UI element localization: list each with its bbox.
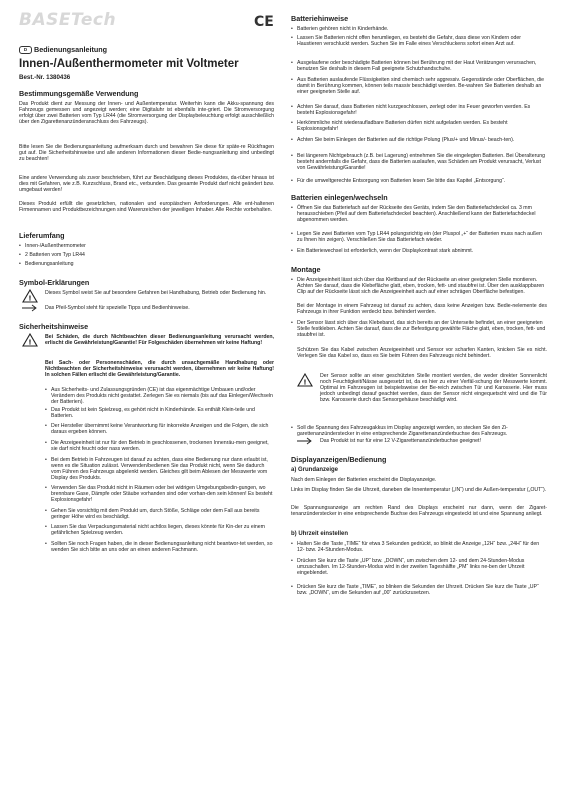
list-item: • Der Sensor lässt sich über das Klebeband, das sich bereits an der Unterseite befindet, an einer geeigneten Stelle festkleben. Achten Sie darauf, dass die zur Befestigung gewählte Fläche glatt, eben, trocken, fett- und staubfrei ist. — [291, 320, 547, 338]
warning-icon — [22, 289, 38, 303]
mounting-cable-note: Schützen Sie das Kabel zwischen Anzeigeeinheit und Sensor vor scharfen Kanten, knicken Sie es nicht. Verlegen Sie das Kabel so, dass es Sie beim Führen des Fahrzeugs nicht behindert. — [297, 347, 547, 360]
intended-use-para-3: Eine andere Verwendung als zuvor beschrieben, führt zur Beschädigung dieses Produktes, da-rüber hinaus ist dies mit Gefahren, wie z.B. Kurzschluss, Brand etc., verbunden. Das gesamte Produkt darf nicht geändert bzw. umgebaut werden! — [19, 175, 274, 194]
list-item: • Der Hersteller übernimmt keine Verantwortung für inkorrekte Anzeigen und die Folgen, die sich daraus ergeben können. — [45, 423, 274, 435]
page-title: Innen-/Außenthermometer mit Voltmeter — [19, 58, 239, 70]
logo-base: BASE — [19, 10, 71, 30]
ce-mark: CE — [254, 14, 274, 30]
basic-display-para-2: Links im Display finden Sie die Uhrzeit, daneben die Innentemperatur („IN“) und die Außen-temperatur („OUT“). — [291, 487, 547, 493]
basic-display-para-1: Nach dem Einlegen der Batterien erscheint die Displayanzeige. — [291, 477, 437, 483]
list-item: • Die Anzeigeeinheit lässt sich über das Klettband auf der Rückseite an einer geeigneten Stelle montieren. Achten Sie darauf, dass die Klebefläche glatt, eben, trocken, fett- und staubfrei ist. Über den ausklappbaren Clip auf der Rückseite lässt sich die Anzeigeeinheit auch auf einer schrägen Oberfläche befestigen. — [291, 277, 547, 295]
heading-mounting: Montage — [291, 265, 321, 274]
svg-text:!: ! — [28, 338, 32, 347]
list-item: • Die Anzeigeeinheit ist nur für den Betrieb in geschlossenen, trockenen Innenräu-men geeignet, sie darf nicht feucht oder nass werden. — [45, 440, 274, 452]
list-item: • Drücken Sie kurz die Taste „TIME“, so blinken die Sekunden der Uhrzeit. Drücken Sie kurz die Taste „UP“ bzw. „DOWN“, um die Sekunden auf „00“ zurückzusetzen. — [291, 584, 547, 596]
list-item: • Das Produkt ist kein Spielzeug, es gehört nicht in Kinderhände. Es enthält Klein-teile und Batterien. — [45, 407, 274, 419]
list-item: • Gehen Sie vorsichtig mit dem Produkt um, durch Stöße, Schläge oder dem Fall aus bereits geringer Höhe wird es beschädigt. — [45, 508, 274, 520]
list-item: • Sollten Sie noch Fragen haben, die in dieser Bedienungsanleitung nicht beantwor-tet werden, so wenden Sie sich bitte an uns oder an einen anderen Fachmann. — [45, 541, 274, 553]
list-item: • Bei längerem Nichtgebrauch (z.B. bei Lagerung) entnehmen Sie die eingelegten Batterien. Bei Überalterung besteht andernfalls die Gefahr, dass die Batterien auslaufen, was Schäden am Produkt verursacht, Verlust von Gewährleistung/Garantie! — [291, 153, 547, 171]
arrow-icon — [297, 437, 313, 445]
mounting-note: Bei der Montage in einem Fahrzeug ist darauf zu achten, dass keine Anzeigen bzw. Bedie-nelemente des Fahrzeugs in ihrer Funktion verdeckt bzw. behindert werden. — [297, 303, 547, 316]
svg-text:!: ! — [28, 294, 32, 303]
mounting-warning-text: Der Sensor sollte an einer geschützten Stelle montiert werden, die weder direkter Sonnenlicht noch Feuchtigkeit/Nässe ausgesetzt ist, da es hier zu einer Verfäl-schung der Messwerte kommt. Optimal im Fahrzeugen ist beispielsweise der Be-reich zwischen Tür und Karosserie. Hier muss jedoch unbedingt darauf geachtet werden, dass der Sensor nicht eingequetscht wird und die Tür bzw. Karosserie durch das Sensorgehäuse beschädigt wird. — [320, 373, 547, 404]
heading-safety: Sicherheitshinweise — [19, 322, 89, 331]
list-item: • 2 Batterien vom Typ LR44 — [19, 252, 274, 258]
heading-display: Displayanzeigen/Bedienung — [291, 455, 387, 464]
list-item: • Herkömmliche nicht wiederaufladbare Batterien dürfen nicht aufgeladen werden. Es besteht Explosionsgefahr! — [291, 120, 547, 132]
list-item: • Drücken Sie kurz die Taste „UP“ bzw. „DOWN“, um zwischen dem 12- und dem 24-Stunden-Modus umzuschalten. Im 12-Stunden-Modus wird in der zweiten Tageshälfte „PM“ links ne-ben der Uhrzeit eingeblendet. — [291, 558, 547, 576]
list-item: • Innen-/Außenthermometer — [19, 243, 274, 249]
safety-liability-text: Bei Sach- oder Personenschäden, die durch unsachgemäße Handhabung oder Nichtbeachten der Sicherheitshinweise verursacht werden, übernehmen wir keine Haftung! In solchen Fällen erlischt die Gewährleistung/Garantie. — [45, 360, 274, 379]
list-item: • Halten Sie die Taste „TIME“ für etwa 3 Sekunden gedrückt, so blinkt die Anzeige „12H“ bzw. „24H“ für den 12- bzw. 24-Stunden-Modus. — [291, 541, 547, 553]
heading-battery-insert: Batterien einlegen/wechseln — [291, 193, 388, 202]
list-item: • Soll die Spannung des Fahrzeugakkus im Display angezeigt werden, so stecken Sie den Zi-garettenanzünderstecker in eine entsprechende Zigarettenanzünderbuchse des Fahrzeugs. — [291, 425, 547, 437]
heading-symbols: Symbol-Erklärungen — [19, 278, 90, 287]
list-item: • Legen Sie zwei Batterien vom Typ LR44 polungsrichtig ein (der Pluspol „+“ der Batterien muss nach außen zu Ihnen hin zeigen). Verschließen Sie das Batteriefach wieder. — [291, 231, 547, 243]
heading-intended-use: Bestimmungsgemäße Verwendung — [19, 89, 139, 98]
list-item: • Ein Batteriewechsel ist erforderlich, wenn der Displaykontrast stark abnimmt. — [291, 248, 547, 254]
language-badge: D — [19, 46, 32, 54]
subheading-basic-display: a) Grundanzeige — [291, 467, 339, 473]
logo-tech: Tech — [70, 10, 117, 30]
language-label: Bedienungsanleitung — [34, 45, 108, 54]
list-item: • Lassen Sie das Verpackungsmaterial nicht achtlos liegen, dieses könnte für Kin-der zu einem gefährlichen Spielzeug werden. — [45, 524, 274, 536]
symbol-arrow-text: Das Pfeil-Symbol steht für spezielle Tipps und Bedienhinweise. — [45, 305, 190, 311]
list-item: • Aus Sicherheits- und Zulassungsgründen (CE) ist das eigenmächtige Umbauen und/oder Verändern des Produkts nicht gestattet. Zerlegen Sie es niemals (bis auf das Einlegen/Wechseln der Batterien). — [45, 387, 274, 405]
arrow-icon — [22, 304, 38, 312]
warning-icon — [22, 333, 38, 347]
section-language — [19, 46, 107, 54]
list-item: • Lassen Sie Batterien nicht offen herumliegen, es besteht die Gefahr, dass diese von Kindern oder Haustieren verschluckt werden. Suchen Sie im Falle eines Verschluckens sofort einen Arzt auf. — [291, 35, 547, 47]
safety-warranty-text: Bei Schäden, die durch Nichtbeachten dieser Bedienungsanleitung verursacht werden, erlischt die Gewährleistung/Garantie! Für Folgeschäden übernehmen wir keine Haftung! — [45, 334, 274, 347]
article-number: Best.-Nr. 1380436 — [19, 74, 71, 81]
list-item: • Für die umweltgerechte Entsorgung von Batterien lesen Sie bitte das Kapitel „Entsorgung“. — [291, 178, 547, 184]
list-item: • Öffnen Sie das Batteriefach auf der Rückseite des Geräts, indem Sie den Batteriefachdeckel ca. 3 mm herausschieben (Pfeil auf dem Batteriefachdeckel beachten). Anschließend kann der Batteriefachdeckel abgenommen werden. — [291, 205, 547, 223]
brand-logo — [19, 12, 116, 29]
list-item: • Verwenden Sie das Produkt nicht in Räumen oder bei widrigen Umgebungsbedin-gungen, wo brennbare Gase, Dämpfe oder Stäube vorhanden sind oder vorhan-den sein können! Es besteht Explosionsgefahr! — [45, 485, 274, 503]
intended-use-para-4: Dieses Produkt erfüllt die gesetzlichen, nationalen und europäischen Anforderungen. Alle ent-haltenen Firmennamen und Produktbezeichnungen sind Warenzeichen der jeweiligen Inhaber. Alle Rechte vorbehalten. — [19, 201, 274, 214]
mounting-arrow-text: Das Produkt ist nur für eine 12 V-Zigarettenanzünderbuchse geeignet! — [320, 438, 481, 444]
basic-display-para-3: Die Spannungsanzeige am rechten Rand des Displays erscheint nur dann, wenn der Zigaret-tenanzünderstecker in eine entsprechende Buchse des Fahrzeugs eingesteckt ist und eine Spannung anliegt. — [291, 505, 547, 518]
list-item: • Achten Sie darauf, dass Batterien nicht kurzgeschlossen, zerlegt oder ins Feuer geworfen werden. Es besteht Explosionsgefahr! — [291, 104, 547, 116]
list-item: • Bedienungsanleitung — [19, 261, 274, 267]
intended-use-para-1: Das Produkt dient zur Messung der Innen- und Außentemperatur. Weiterhin kann die Akku-spannung des Fahrzeugs gemessen und angezeigt werden; eine Digitaluhr ist ebenfalls inte-griert. Die Stromversorgung erfolgt über zwei Batterien vom Typ LR44 (die Stromversorgung der Displaybeleuchtung erfolgt ausschließlich über den Zigarettenanzünderanschluss des Fahrzeugs). — [19, 101, 274, 126]
list-item: • Batterien gehören nicht in Kinderhände. — [291, 26, 547, 32]
heading-scope: Lieferumfang — [19, 231, 65, 240]
list-item: • Bei dem Betrieb in Fahrzeugen ist darauf zu achten, dass eine Bedienung nur dann erlaubt ist, wenn es die Situation zulässt. Verwenden/bedienen Sie das Produkt nicht, wenn Sie dadurch vom Führen des Fahrzeugs abgelenkt werden. Gleiches gilt beim Ablesen der Messwerte vom Display des Produkts. — [45, 457, 274, 481]
intended-use-para-2: Bitte lesen Sie die Bedienungsanleitung aufmerksam durch und bewahren Sie diese für späte-re Rückfragen gut auf. Die Sicherheitshinweise und alle anderen Informationen dieser Bedie-nungsanleitung sind unbedingt zu beachten! — [19, 144, 274, 163]
list-item: • Ausgelaufene oder beschädigte Batterien können bei Berührung mit der Haut Verätzungen verursachen, benutzen Sie deshalb in diesem Fall geeignete Schutzhandschuhe. — [291, 60, 547, 72]
list-item: • Achten Sie beim Einlegen der Batterien auf die richtige Polung (Plus/+ und Minus/- beach-ten). — [291, 137, 547, 143]
warning-icon — [297, 373, 313, 387]
symbol-warning-text: Dieses Symbol weist Sie auf besondere Gefahren bei Handhabung, Betrieb oder Bedienung hin. — [45, 290, 267, 296]
list-item: • Aus Batterien auslaufende Flüssigkeiten sind chemisch sehr aggressiv. Gegenstände oder Oberflächen, die damit in Berührung kommen, können teils massiv beschädigt werden. Be-wahren Sie Batterien deshalb an einer geeigneten Stelle auf. — [291, 77, 547, 95]
subheading-set-time: b) Uhrzeit einstellen — [291, 531, 349, 537]
svg-text:!: ! — [303, 378, 307, 387]
heading-batteries: Batteriehinweise — [291, 14, 349, 23]
